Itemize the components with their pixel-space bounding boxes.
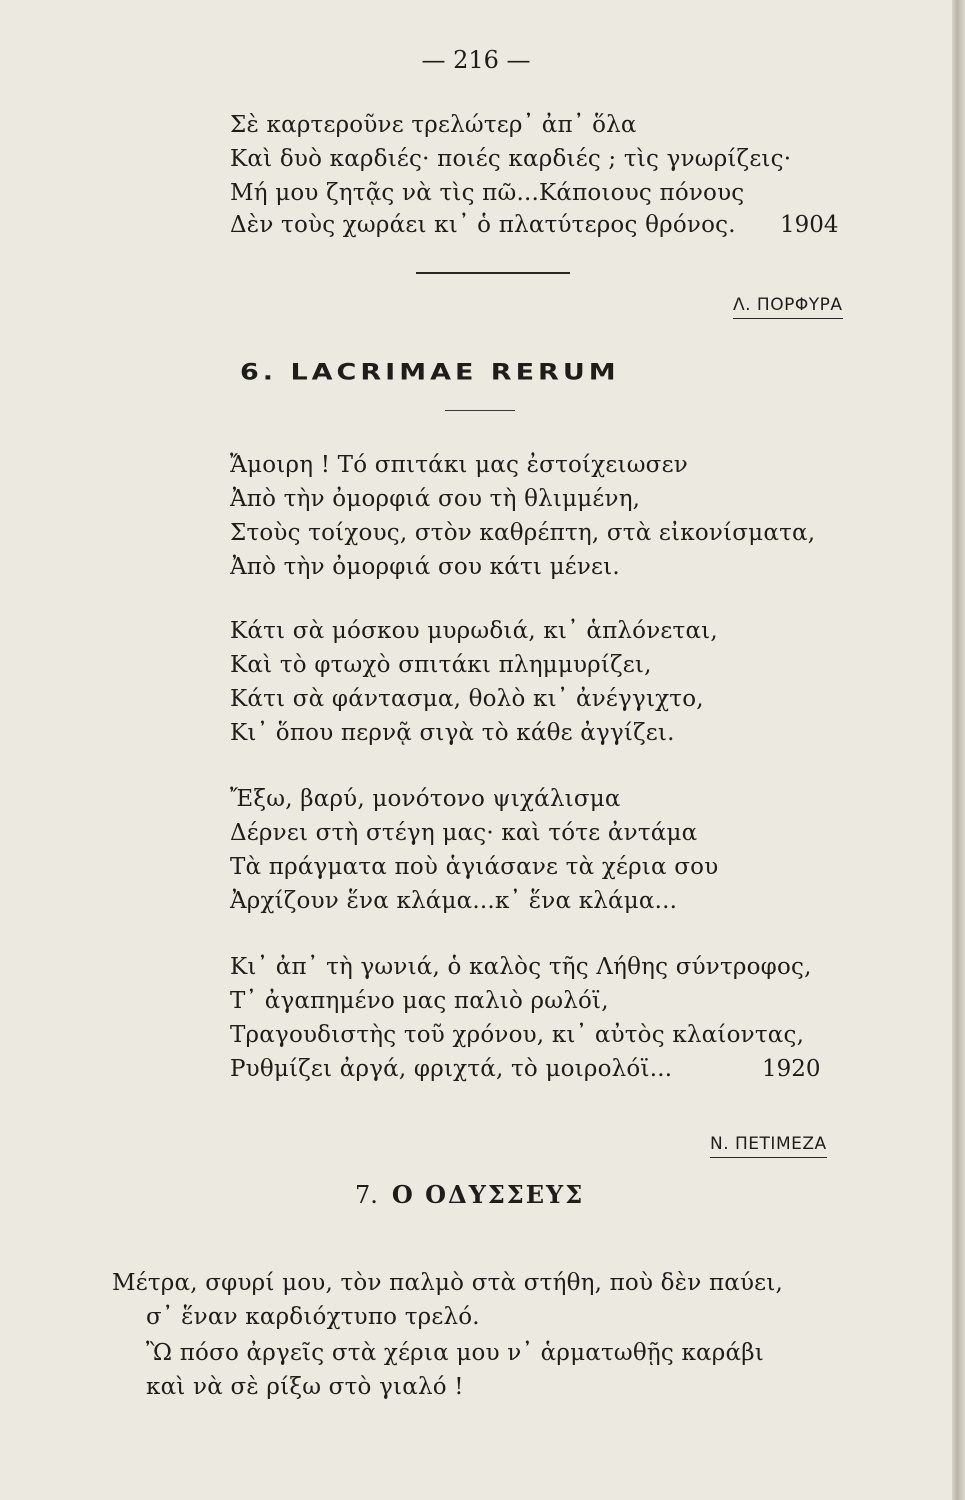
poem-year: 1904: [780, 212, 839, 238]
poem-line: Μέτρα, σφυρί μου, τὸν παλμὸ στὰ στήθη, ποὺ δὲν παύει,: [112, 1270, 784, 1296]
poem-line: Μή μου ζητᾷς νὰ τὶς πῶ...Κάποιους πόνους: [230, 180, 745, 206]
poem-title: 6. LACRIMAE RERUM: [240, 360, 620, 386]
author-name: Λ. ΠΟΡΦΥΡΑ: [733, 295, 843, 319]
poem-line: Σὲ καρτεροῦνε τρελώτερ᾽ ἀπ᾽ ὅλα: [230, 112, 637, 138]
poem-line: Δέρνει στὴ στέγη μας· καὶ τότε ἀντάμα: [230, 820, 698, 846]
poem-line: Ἔξω, βαρύ, μονότονο ψιχάλισμα: [230, 786, 621, 812]
poem-line: καὶ νὰ σὲ ρίξω στὸ γιαλό !: [146, 1374, 464, 1400]
poem-line: Στοὺς τοίχους, στὸν καθρέπτη, στὰ εἰκονίσματα,: [230, 520, 816, 546]
section-divider: [416, 272, 570, 274]
poem-line: Τ᾽ ἀγαπημένο μας παλιὸ ρωλόϊ,: [230, 988, 609, 1014]
page-number: — 216 —: [421, 46, 531, 74]
poem-line: Ρυθμίζει ἀργά, φριχτά, τὸ μοιρολόϊ...: [230, 1056, 673, 1082]
author-name: Ν. ΠΕΤΙΜΕΖΑ: [710, 1134, 827, 1158]
poem-line: Ἀρχίζουν ἕνα κλάμα...κ᾽ ἕνα κλάμα...: [230, 888, 678, 914]
poem-line: Κι᾽ ὅπου περνᾷ σιγὰ τὸ κάθε ἀγγίζει.: [230, 720, 675, 746]
poem-title-text: Ο ΟΔΥΣΣΕΥΣ: [391, 1180, 585, 1209]
poem-line: Ὢ πόσο ἀργεῖς στὰ χέρια μου ν᾽ ἁρματωθῇς καράβι: [146, 1340, 764, 1366]
poem-line: Ἄμοιρη ! Τό σπιτάκι μας ἐστοίχειωσεν: [230, 452, 688, 478]
poem-line: Ἀπὸ τὴν ὀμορφιά σου κάτι μένει.: [230, 554, 620, 580]
poem-line: Κάτι σὰ μόσκου μυρωδιά, κι᾽ ἁπλόνεται,: [230, 618, 718, 644]
poem-line: Καὶ τὸ φτωχὸ σπιτάκι πλημμυρίζει,: [230, 652, 652, 678]
poem-year: 1920: [762, 1056, 821, 1082]
poem-number: 7.: [355, 1181, 378, 1209]
poem-line: Τραγουδιστὴς τοῦ χρόνου, κι᾽ αὐτὸς κλαίοντας,: [230, 1022, 805, 1048]
poem-line: σ᾽ ἕναν καρδιόχτυπο τρελό.: [146, 1304, 480, 1330]
page-edge: [952, 0, 965, 1500]
poem-title: [355, 1180, 584, 1209]
poem-line: Κάτι σὰ φάντασμα, θολὸ κι᾽ ἀνέγγιχτο,: [230, 686, 704, 712]
poem-line: Τὰ πράγματα ποὺ ἁγιάσανε τὰ χέρια σου: [230, 854, 719, 880]
poem-line: Ἀπὸ τὴν ὀμορφιά σου τὴ θλιμμένη,: [230, 486, 641, 512]
poem-line: Δὲν τοὺς χωράει κι᾽ ὁ πλατύτερος θρόνος.: [230, 212, 736, 238]
poem-line: Καὶ δυὸ καρδιές· ποιές καρδιές ; τὶς γνωρίζεις·: [230, 146, 792, 172]
title-underline: [445, 410, 515, 411]
poem-line: Κι᾽ ἀπ᾽ τὴ γωνιά, ὁ καλὸς τῆς Λήθης σύντροφος,: [230, 954, 812, 980]
